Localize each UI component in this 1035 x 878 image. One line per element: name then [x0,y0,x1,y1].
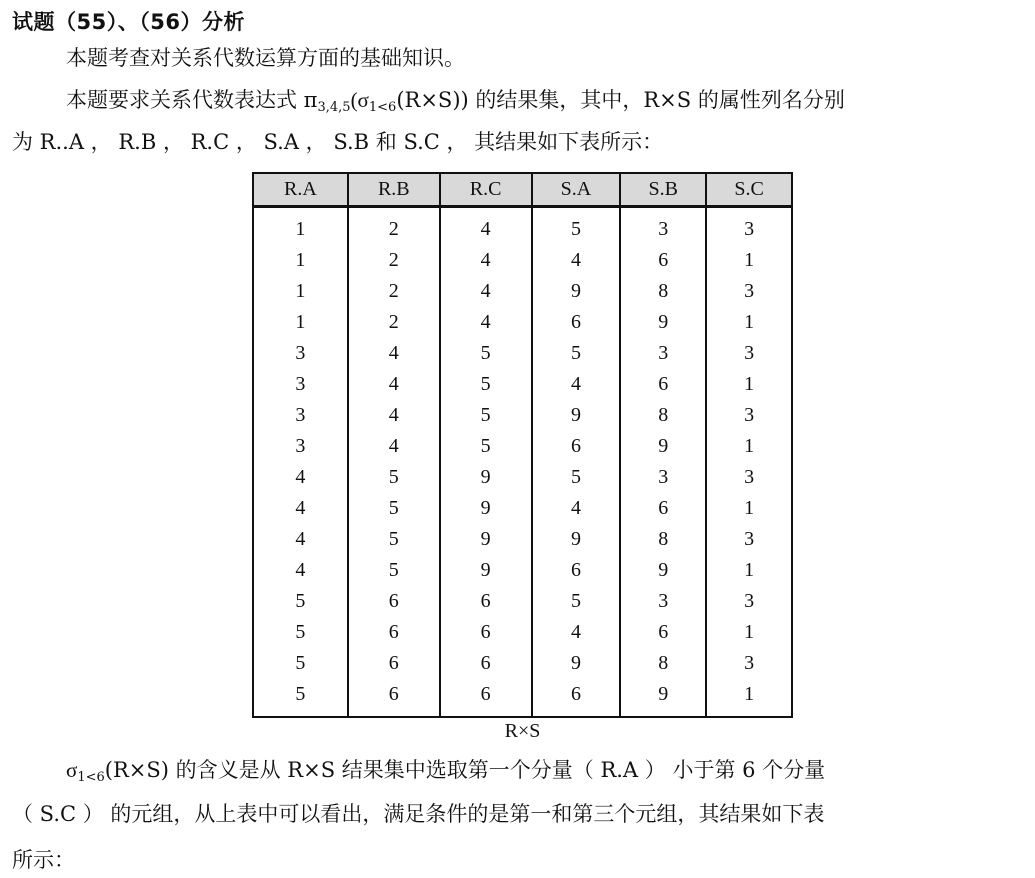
table-cell: 4 [348,369,440,400]
expression-prefix: 本题要求关系代数表达式 π [66,88,318,112]
table-cell: 3 [706,207,792,246]
table-cell: 4 [532,369,621,400]
table-cell: 3 [620,338,706,369]
table-cell: 1 [706,555,792,586]
table-cell: 6 [440,586,532,617]
table-cell: 4 [348,431,440,462]
table-cell: 5 [532,338,621,369]
table-row [253,493,792,524]
table-cell: 1 [253,245,348,276]
table-cell: 9 [440,524,532,555]
table-header-row [253,173,792,207]
table-cell: 5 [253,617,348,648]
table-cell: 8 [620,400,706,431]
table-cell: 6 [440,679,532,717]
table-cell: 4 [532,617,621,648]
conclusion-paragraph: （ S.C ） 的元组，从上表中可以看出，满足条件的是第一和第三个元组，其结果如下表 [12,802,825,826]
table-cell: 2 [348,207,440,246]
table-cell: 8 [620,524,706,555]
table-cell: 5 [253,586,348,617]
column-header: S.B [620,173,706,207]
table-cell: 9 [620,679,706,717]
table-cell: 9 [440,555,532,586]
table-cell: 4 [440,207,532,246]
column-header: R.C [440,173,532,207]
table-cell: 1 [706,493,792,524]
table-cell: 1 [706,617,792,648]
table-cell: 5 [440,431,532,462]
table-row [253,369,792,400]
projection-subscript: 3,4,5 [317,100,351,115]
table-row [253,617,792,648]
table-row [253,555,792,586]
table-cell: 1 [253,207,348,246]
table-row [253,307,792,338]
table-cell: 8 [620,276,706,307]
table-cell: 3 [706,524,792,555]
table-cell: 5 [253,679,348,717]
selection-subscript: 1<6 [368,100,397,115]
table-cell: 5 [532,586,621,617]
table-cell: 1 [706,679,792,717]
table-row [253,431,792,462]
table-row [253,648,792,679]
table-cell: 6 [440,617,532,648]
table-cell: 1 [706,307,792,338]
table-cell: 5 [253,648,348,679]
table-cell: 2 [348,276,440,307]
table-cell: 3 [253,400,348,431]
table-cell: 6 [532,555,621,586]
table-cell: 4 [440,276,532,307]
table-cell: 3 [706,338,792,369]
table-cell: 5 [440,400,532,431]
table-cell: 9 [440,493,532,524]
attribute-paragraph: 为 R..A ， R.B ， R.C ， S.A ， S.B 和 S.C ， 其结果如下表所示： [12,130,664,154]
table-cell: 4 [253,462,348,493]
table-cell: 4 [348,338,440,369]
column-header: S.A [532,173,621,207]
selection-explanation [66,756,825,792]
column-header: R.A [253,173,348,207]
table-row [253,586,792,617]
table-cell: 6 [620,617,706,648]
result-table-container [252,172,793,742]
table-cell: 3 [706,648,792,679]
table-cell: 9 [620,307,706,338]
table-cell: 9 [620,431,706,462]
table-cell: 4 [532,493,621,524]
sigma-symbol: σ [66,758,78,782]
section-heading: 试题（55）、（56）分析 [12,10,245,34]
table-row [253,207,792,246]
table-cell: 5 [348,462,440,493]
table-cell: 9 [532,400,621,431]
table-cell: 9 [532,648,621,679]
table-cell: 6 [348,617,440,648]
table-cell: 3 [253,338,348,369]
expression-mid: (σ [350,88,369,112]
table-cell: 5 [532,207,621,246]
table-cell: 1 [253,307,348,338]
column-header: S.C [706,173,792,207]
table-cell: 9 [532,276,621,307]
table-cell: 1 [706,369,792,400]
table-cell: 3 [706,276,792,307]
cartesian-product-table [252,172,793,718]
table-cell: 3 [620,586,706,617]
table-cell: 5 [348,524,440,555]
table-cell: 6 [532,431,621,462]
table-row [253,276,792,307]
table-caption: R×S [504,720,541,742]
table-cell: 8 [620,648,706,679]
table-cell: 6 [440,648,532,679]
table-row [253,338,792,369]
table-cell: 5 [532,462,621,493]
table-cell: 9 [440,462,532,493]
table-cell: 3 [620,207,706,246]
table-cell: 1 [253,276,348,307]
table-cell: 6 [532,679,621,717]
table-cell: 6 [620,369,706,400]
table-cell: 1 [706,245,792,276]
table-cell: 6 [620,493,706,524]
table-cell: 1 [706,431,792,462]
table-cell: 3 [706,462,792,493]
table-cell: 4 [253,555,348,586]
intro-paragraph: 本题考查对关系代数运算方面的基础知识。 [66,46,465,70]
table-row [253,679,792,717]
table-cell: 6 [348,679,440,717]
table-cell: 4 [253,524,348,555]
table-cell: 5 [440,369,532,400]
table-cell: 5 [348,555,440,586]
table-cell: 3 [706,400,792,431]
table-cell: 6 [532,307,621,338]
table-row [253,245,792,276]
table-cell: 3 [620,462,706,493]
table-cell: 5 [440,338,532,369]
table-cell: 3 [706,586,792,617]
table-cell: 3 [253,369,348,400]
table-cell: 9 [532,524,621,555]
table-cell: 6 [348,648,440,679]
sigma-subscript: 1<6 [77,770,105,785]
table-cell: 4 [440,245,532,276]
table-cell: 2 [348,307,440,338]
table-cell: 6 [620,245,706,276]
table-row [253,400,792,431]
expression-paragraph [66,86,845,122]
table-row [253,524,792,555]
table-cell: 6 [348,586,440,617]
table-cell: 2 [348,245,440,276]
table-cell: 4 [532,245,621,276]
table-cell: 4 [348,400,440,431]
column-header: R.B [348,173,440,207]
table-cell: 5 [348,493,440,524]
selection-text: (R×S) 的含义是从 R×S 结果集中选取第一个分量（ R.A ） 小于第 6 个分量 [104,758,826,782]
conclusion-continued: 所示： [12,848,75,872]
table-cell: 4 [253,493,348,524]
table-row [253,462,792,493]
expression-suffix: (R×S)) 的结果集，其中，R×S 的属性列名分别 [396,88,845,112]
table-cell: 9 [620,555,706,586]
table-cell: 3 [253,431,348,462]
table-cell: 4 [440,307,532,338]
